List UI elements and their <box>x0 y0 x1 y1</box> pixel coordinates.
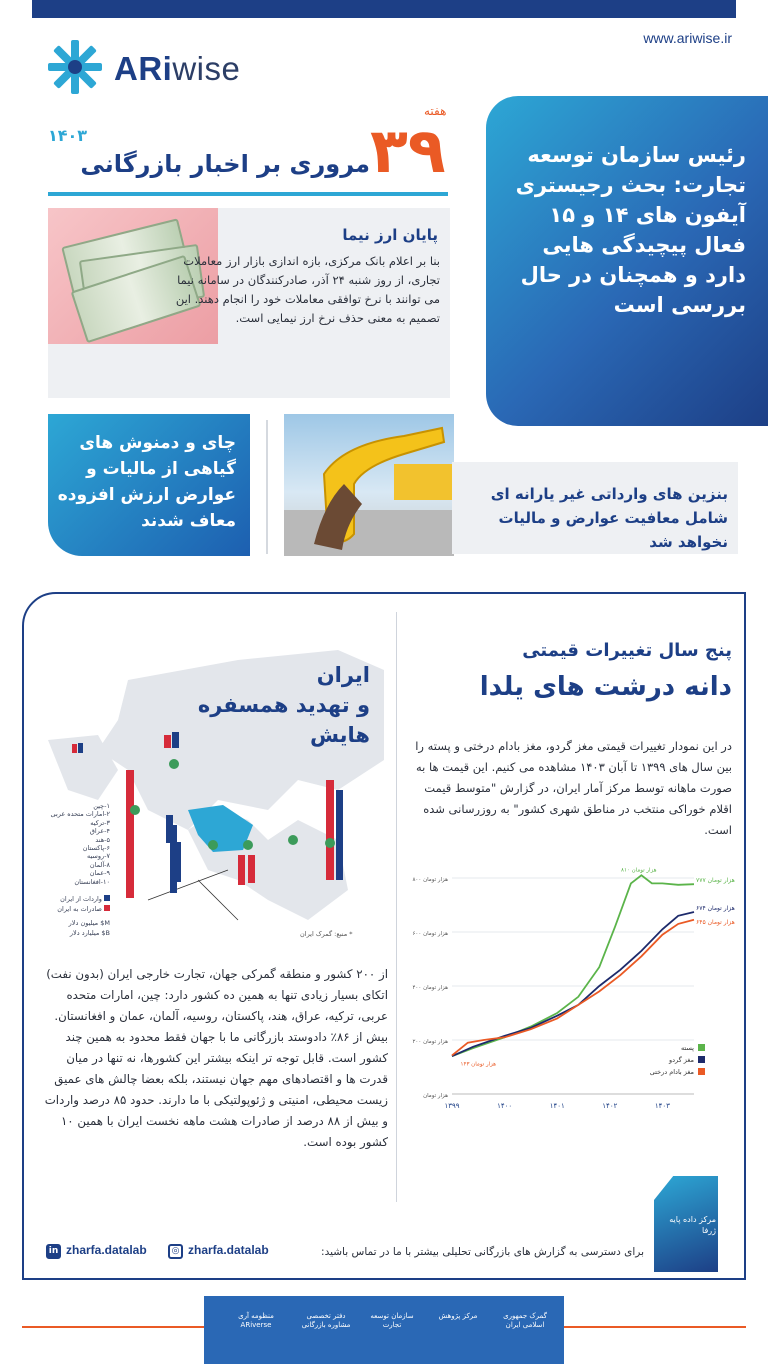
x-tick-label: ۱۳۹۹ <box>444 1102 460 1110</box>
export-legend-label: صادرات به ایران <box>57 905 102 913</box>
y-tick-label: ۴۰۰ هزار تومان <box>412 985 448 991</box>
legend-country: ۸-آلمان <box>89 860 110 869</box>
x-tick-label: ۱۴۰۲ <box>602 1102 618 1110</box>
end-value-label: ۶۷۴ هزار تومان <box>696 905 735 913</box>
week-number: ۳۹ <box>370 114 446 187</box>
divider <box>266 420 268 554</box>
week-label: هفته <box>424 104 447 118</box>
legend-country: ۱-چین <box>93 802 110 810</box>
series-line <box>452 875 694 1056</box>
import-legend-label: واردات از ایران <box>60 895 102 903</box>
chart-title: دانه درشت های یلدا <box>479 672 732 702</box>
partner-ariverse-logo: منظومه آری ARiverse <box>238 1312 274 1329</box>
petrol-news-text: بنزین های وارداتی غیر یارانه ای شامل معافیت عوارض و مالیات نخواهد شد <box>490 485 728 551</box>
legend-swatch <box>698 1068 705 1075</box>
partners-bar <box>204 1296 564 1364</box>
legend-country: ۲-امارات متحده عربی <box>50 810 110 819</box>
legend-country: ۹-عمان <box>89 869 110 878</box>
top-bar <box>32 0 736 18</box>
ariwise-logo-icon <box>46 38 104 96</box>
contact-text: برای دسترسی به گزارش های بازرگانی تحلیلی بیشتر با ما در تماس باشید: <box>321 1246 644 1258</box>
nima-body: بنا بر اعلام بانک مرکزی، بازه اندازی بازار ارز معاملات تجاری، از روز شنبه ۲۴ آذر، صادرکنندگان در سامانه نیما می توانند با نرخ توافقی معاملات خود را انجام دهند. این تصمیم به معنی حذف نرخ ارز نیمایی است. <box>175 254 440 325</box>
legend-country: ۷-روسیه <box>86 852 110 861</box>
legend-country: ۶-پاکستان <box>82 844 110 853</box>
site-url[interactable]: www.ariwise.ir <box>643 30 732 46</box>
unit-b-label: میلیارد دلار <box>69 929 100 937</box>
country-legend <box>44 802 110 886</box>
map-source: * منبع: گمرک ایران <box>300 930 353 938</box>
fuel-nozzle-icon <box>284 414 454 556</box>
legend-label: مغز بادام درختی <box>649 1068 694 1076</box>
linkedin-icon[interactable]: in <box>46 1244 61 1259</box>
y-tick-label: ۲۰۰ هزار تومان <box>412 1039 448 1045</box>
y-tick-label: هزار تومان <box>423 1093 448 1099</box>
end-value-label: ۶۴۵ هزار تومان <box>696 918 735 926</box>
legend-label: پسته <box>680 1044 694 1052</box>
chart-subtitle: پنج سال تغییرات قیمتی <box>522 640 732 661</box>
nima-title: پایان ارز نیما <box>342 226 438 244</box>
unit-m-label: میلیون دلار <box>68 919 99 927</box>
legend-country: ۴-عراق <box>89 827 110 836</box>
page-title: مروری بر اخبار بازرگانی <box>80 150 370 178</box>
series-line <box>452 920 694 1056</box>
footer-line-right <box>564 1326 746 1328</box>
zharfa-label: مرکز داده پایه ژرفا <box>669 1215 716 1235</box>
series-line <box>452 912 694 1056</box>
x-tick-label: ۱۴۰۳ <box>654 1102 670 1110</box>
partner-trade-office-logo: دفتر تخصصی مشاوره بازرگانی <box>301 1312 351 1329</box>
year-label: ۱۴۰۳ <box>48 126 88 145</box>
trade-paragraph: از ۲۰۰ کشور و منطقه گمرکی جهان، تجارت خارجی ایران (بدون نفت) اتکای بسیار زیادی تنها به همین ده کشور دارد: چین، امارات متحده عربی، ترکیه، عراق، هند، پاکستان، روسیه، آلمان، عمان و افغانستان. بیش از ۸۶٪ دادوستد بازرگانی ما با جهان فقط محدود به همین چند کشور است. قابل توجه تر اینکه بیشتر این کشورها، نه تنها در میان قدرت ها و اقتصادهای مهم جهان نیستند، بلکه بعضا چالش های عمیق زیست محیطی، امنیتی و ژئوپولتیکی با ما دارند. حدود ۸۵ درصد واردات و بیش از ۸۸ درصد از صادرات هشت ماهه نخست ایران با همین ۱۰ کشور بوده است. <box>44 967 388 1149</box>
section-divider <box>396 612 397 1202</box>
linkedin-handle[interactable]: zharfa.datalab <box>66 1243 147 1257</box>
instagram-handle[interactable]: zharfa.datalab <box>188 1243 269 1257</box>
unit-m-code: M$ <box>100 919 110 927</box>
instagram-icon[interactable]: ◎ <box>168 1244 183 1259</box>
y-tick-label: ۸۰۰ هزار تومان <box>412 877 448 883</box>
partner-customs-logo: گمرک جمهوری اسلامی ایران <box>503 1312 547 1329</box>
peak-label: ۸۱۰ هزار تومان <box>620 867 657 874</box>
y-tick-label: ۶۰۰ هزار تومان <box>412 931 448 937</box>
map-title <box>150 660 370 750</box>
legend-swatch <box>698 1044 705 1051</box>
unit-b-code: B$ <box>101 929 110 937</box>
legend-country: ۵-هند <box>95 835 110 844</box>
title-underline <box>48 192 448 196</box>
tea-news-text: چای و دمنوش های گیاهی از مالیات و عوارض ارزش افزوده معاف شدند <box>57 433 236 531</box>
map-title-line1: ایران <box>316 663 370 687</box>
legend-label: مغز گردو <box>669 1056 694 1064</box>
legend-country: ۳-ترکیه <box>90 818 110 827</box>
partner-research-logo: مرکز پژوهش <box>438 1312 478 1320</box>
x-tick-label: ۱۴۰۰ <box>497 1102 513 1110</box>
iphone-news-text: رئیس سازمان توسعه تجارت: بحث رجیستری آیفون های ۱۴ و ۱۵ فعال پیچیدگی هایی دارد و همچنان در حال بررسی است <box>515 143 746 317</box>
chart-description: در این نمودار تغییرات قیمتی مغز گردو، مغز بادام درختی و پسته را بین سال های ۱۳۹۹ تا آبان ۱۴۰۳ مشاهده می کنیم. این قیمت ها به صورت ماهانه توسط مرکز آمار ایران، در گزارش "متوسط قیمت اقلام خوراکی منتخب در مناطق شهری کشور" به روزرسانی شده است. <box>415 739 732 837</box>
import-export-legend <box>44 894 110 938</box>
x-tick-label: ۱۴۰۱ <box>549 1102 565 1110</box>
start-label: ۱۴۳ هزار تومان <box>460 1061 497 1068</box>
legend-country: ۱۰-افغانستان <box>74 877 110 886</box>
map-title-line2: و تهدید همسفره هایش <box>197 693 370 747</box>
fuel-nozzle-image <box>284 414 454 556</box>
legend-swatch <box>698 1056 705 1063</box>
brand-logo-text: ARiwise <box>114 50 241 87</box>
price-line-chart <box>404 858 736 1116</box>
partner-tpo-logo: سازمان توسعه تجارت <box>370 1312 414 1329</box>
footer-line-left <box>22 1326 204 1328</box>
end-value-label: ۷۷۷ هزار تومان <box>696 877 735 885</box>
